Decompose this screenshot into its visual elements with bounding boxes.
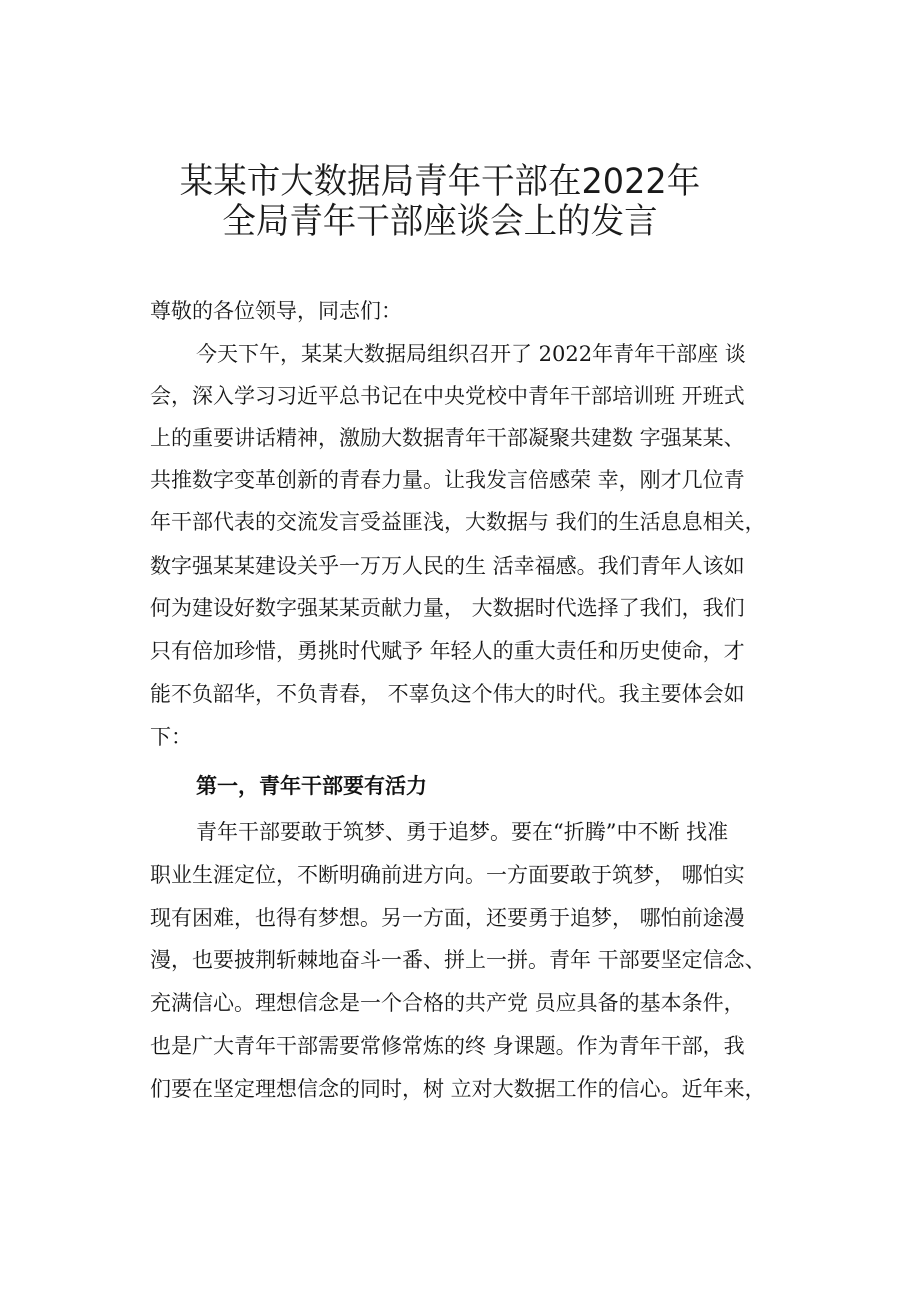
paragraph-1-line: 共推数字变革创新的青春力量。让我发言倍感荣 幸，刚才几位青 <box>150 468 745 492</box>
paragraph-1-line: 今天下午，某某大数据局组织召开了 2022年青年干部座 谈 <box>196 342 746 366</box>
document-title-line-2: 全局青年干部座谈会上的发言 <box>222 202 658 242</box>
paragraph-2-line: 也是广大青年干部需要常修常炼的终 身课题。作为青年干部，我 <box>150 1034 745 1058</box>
paragraph-1-line: 会，深入学习习近平总书记在中央党校中青年干部培训班 开班式 <box>150 384 745 408</box>
paragraph-2-line: 现有困难，也得有梦想。另一方面，还要勇于追梦， 哪怕前途漫 <box>150 906 745 930</box>
paragraph-2-line: 漫，也要披荆斩棘地奋斗一番、拼上一拼。青年 干部要坚定信念、 <box>150 948 766 972</box>
paragraph-1-line: 上的重要讲话精神，激励大数据青年干部凝聚共建数 字强某某、 <box>150 426 745 450</box>
paragraph-1-line: 何为建设好数字强某某贡献力量， 大数据时代选择了我们，我们 <box>150 596 745 620</box>
paragraph-1-line: 只有倍加珍惜，勇挑时代赋予 年轻人的重大责任和历史使命，才 <box>150 639 745 663</box>
paragraph-2-line: 职业生涯定位，不断明确前进方向。一方面要敢于筑梦， 哪怕实 <box>150 863 745 887</box>
paragraph-1-line: 数字强某某建设关乎一万万人民的生 活幸福感。我们青年人该如 <box>150 554 745 578</box>
salutation: 尊敬的各位领导，同志们： <box>150 299 402 323</box>
section-heading-1: 第一，青年干部要有活力 <box>196 774 427 798</box>
paragraph-1-line: 下： <box>150 725 192 749</box>
paragraph-2-line: 青年干部要敢于筑梦、勇于追梦。要在“折腾”中不断 找准 <box>196 820 729 844</box>
paragraph-2-line: 充满信心。理想信念是一个合格的共产党 员应具备的基本条件， <box>150 991 745 1015</box>
paragraph-1-line: 能不负韶华，不负青春， 不辜负这个伟大的时代。我主要体会如 <box>150 682 745 706</box>
paragraph-1-line: 年干部代表的交流发言受益匪浅，大数据与 我们的生活息息相关， <box>150 510 766 534</box>
document-title-line-1: 某某市大数据局青年干部在2022年 <box>179 162 701 202</box>
paragraph-2-line: 们要在坚定理想信念的同时，树 立对大数据工作的信心。近年来， <box>150 1077 766 1101</box>
